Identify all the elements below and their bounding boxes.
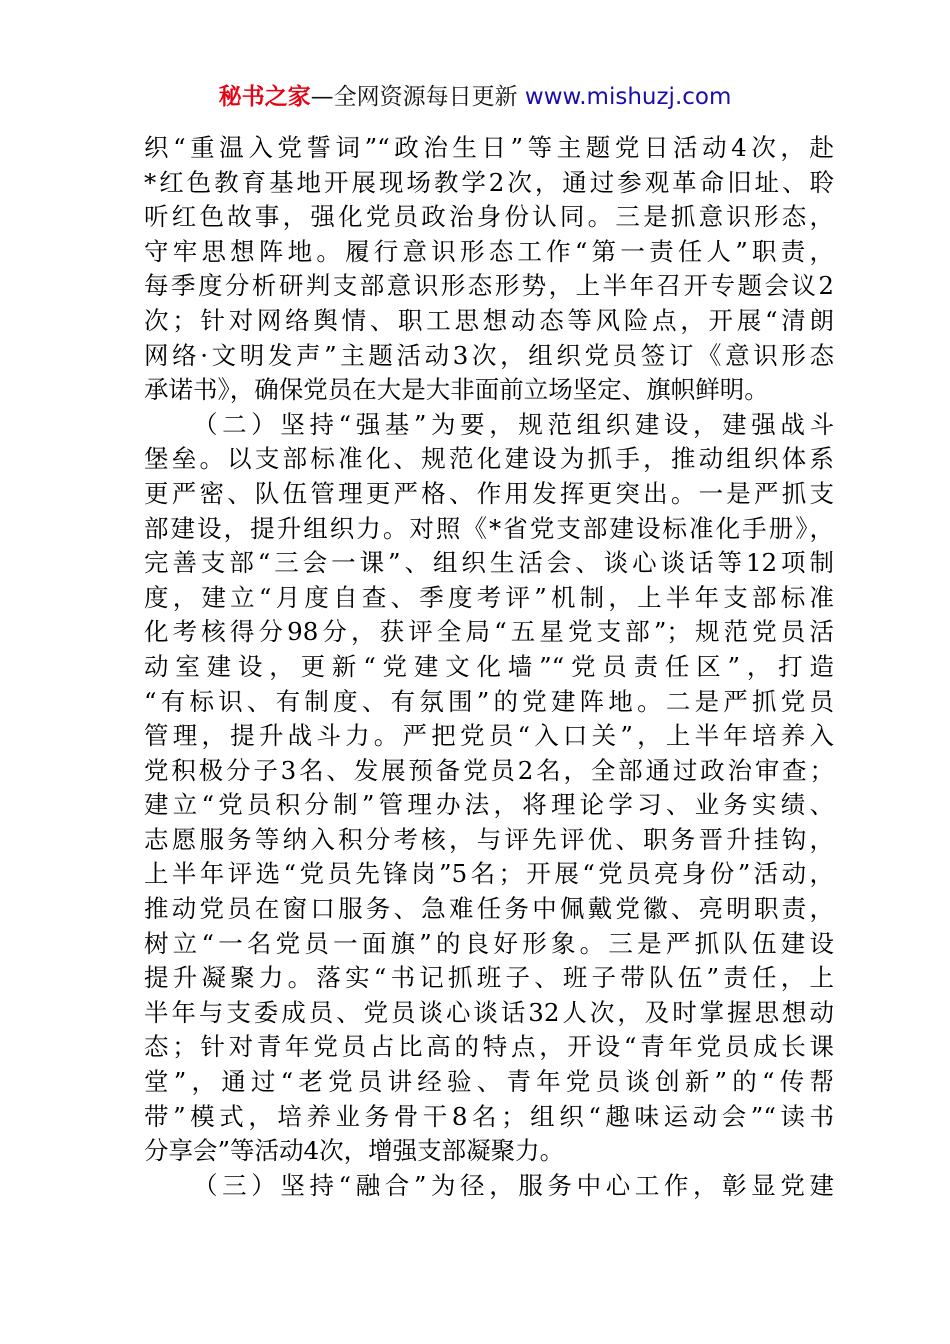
text-line: 次；针对网络舆情、职工思想动态等风险点，开展“清朗 xyxy=(144,305,834,335)
site-tagline: —全网资源每日更新 xyxy=(310,84,518,110)
site-brand: 秘书之家 xyxy=(218,84,311,110)
text-line: 承诺书》，确保党员在大是大非面前立场坚定、旗帜鲜明。 xyxy=(144,375,769,405)
text-line: 织“重温入党誓词”“政治生日”等主题党日活动4次，赴 xyxy=(144,133,834,162)
text-line: 更严密、队伍管理更严格、作用发挥更突出。一是严抓支 xyxy=(144,478,834,508)
text-line: （三）坚持“融合”为径，服务中心工作，彰显党建 xyxy=(193,1170,834,1200)
text-line: 带”模式，培养业务骨干8名；组织“趣味运动会”“读书 xyxy=(144,1101,834,1131)
text-line: 上半年评选“党员先锋岗”5名；开展“党员亮身份”活动， xyxy=(144,859,834,889)
text-line: 堡垒。以支部标准化、规范化建设为抓手，推动组织体系 xyxy=(144,444,834,474)
text-line: 网络·文明发声”主题活动3次，组织党员签订《意识形态 xyxy=(144,340,834,370)
text-line: 党积极分子3名、发展预备党员2名，全部通过政治审查； xyxy=(144,755,834,785)
text-line: 化考核得分98分，获评全局“五星党支部”；规范党员活 xyxy=(144,617,834,647)
site-header xyxy=(0,80,950,114)
text-line: 提升凝聚力。落实“书记抓班子、班子带队伍”责任，上 xyxy=(144,963,834,993)
text-line: 管理，提升战斗力。严把党员“入口关”，上半年培养入 xyxy=(144,721,834,751)
text-line: “有标识、有制度、有氛围”的党建阵地。二是严抓党员 xyxy=(144,686,834,716)
text-line: 推动党员在窗口服务、急难任务中佩戴党徽、亮明职责， xyxy=(144,894,834,924)
text-line: 半年与支委成员、党员谈心谈话32人次，及时掌握思想动 xyxy=(144,997,834,1027)
text-line: 堂”，通过“老党员讲经验、青年党员谈创新”的“传帮 xyxy=(144,1067,834,1097)
text-line: （二）坚持“强基”为要，规范组织建设，建强战斗 xyxy=(193,409,834,439)
text-line: 每季度分析研判支部意识形态形势，上半年召开专题会议2 xyxy=(144,271,834,301)
text-line: 建立“党员积分制”管理办法，将理论学习、业务实绩、 xyxy=(144,790,834,820)
text-line: *红色教育基地开展现场教学2次，通过参观革命旧址、聆 xyxy=(144,167,834,197)
text-line: 志愿服务等纳入积分考核，与评先评优、职务晋升挂钩， xyxy=(144,824,834,854)
text-line: 分享会”等活动4次，增强支部凝聚力。 xyxy=(144,1136,565,1166)
text-line: 守牢思想阵地。履行意识形态工作“第一责任人”职责， xyxy=(144,236,834,266)
text-line: 度，建立“月度自查、季度考评”机制，上半年支部标准 xyxy=(144,582,834,612)
text-line: 树立“一名党员一面旗”的良好形象。三是严抓队伍建设 xyxy=(144,928,834,958)
text-line: 态；针对青年党员占比高的特点，开设“青年党员成长课 xyxy=(144,1032,834,1062)
text-line: 完善支部“三会一课”、组织生活会、谈心谈话等12项制 xyxy=(144,548,834,578)
text-line: 动室建设，更新“党建文化墙”“党员责任区”，打造 xyxy=(144,651,834,681)
text-line: 听红色故事，强化党员政治身份认同。三是抓意识形态， xyxy=(144,202,834,232)
document-body xyxy=(144,131,834,1203)
site-url-link[interactable]: www.mishuzj.com xyxy=(524,84,732,110)
text-line: 部建设，提升组织力。对照《*省党支部建设标准化手册》， xyxy=(144,513,834,543)
